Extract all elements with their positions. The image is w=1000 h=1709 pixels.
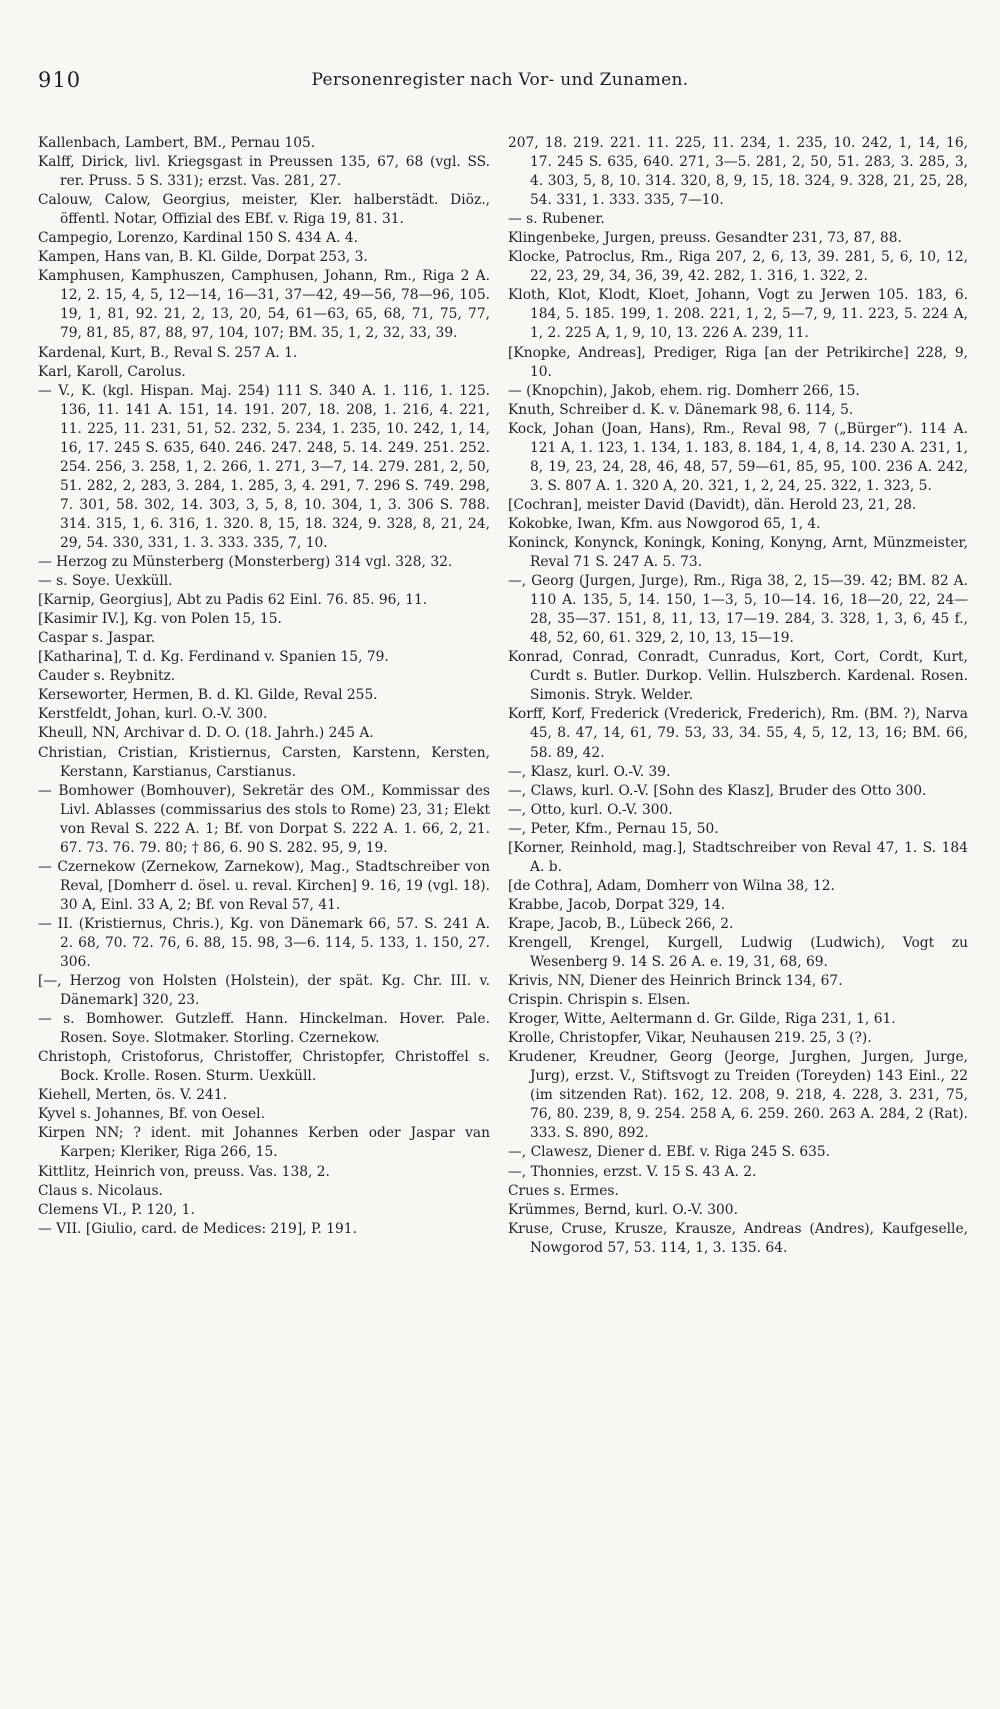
register-entry: Klocke, Patroclus, Rm., Riga 207, 2, 6, 13, 39. 281, 5, 6, 10, 12, 22, 23, 29, 34, 36, 39, 42. 282, 1. 316, 1. 322, 2. bbox=[508, 249, 968, 285]
register-entry: 207, 18. 219. 221. 11. 225, 11. 234, 1. 235, 10. 242, 1, 14, 16, 17. 245 S. 635, 640. 271, 3—5. 281, 2, 50, 51. 283, 3. 285, 3, 4. 303, 5, 8, 10. 314. 320, 8, 9, 15, 18. 324, 9. 328, 21, 25, 28, 54. 331, 1. 333. 335, 7—10. bbox=[508, 135, 968, 209]
register-entry: —, Otto, kurl. O.-V. 300. bbox=[508, 801, 673, 818]
register-entry: Krolle, Christopfer, Vikar, Neuhausen 219. 25, 3 (?). bbox=[508, 1030, 872, 1047]
register-entry: — II. (Kristiernus, Chris.), Kg. von Dänemark 66, 57. S. 241 A. 2. 68, 70. 72. 76, 6. 88, 15. 98, 3—6. 114, 5. 133, 1. 150, 27. 306. bbox=[38, 915, 490, 971]
register-entry: Kerstfeldt, Johan, kurl. O.-V. 300. bbox=[38, 706, 268, 723]
register-entry: —, Klasz, kurl. O.-V. 39. bbox=[508, 763, 671, 780]
register-entry: Krümmes, Bernd, kurl. O.-V. 300. bbox=[508, 1201, 738, 1218]
register-entry: Kyvel s. Johannes, Bf. von Oesel. bbox=[38, 1106, 265, 1123]
register-entry: Kroger, Witte, Aeltermann d. Gr. Gilde, Riga 231, 1, 61. bbox=[508, 1011, 896, 1028]
register-entry: Kerseworter, Hermen, B. d. Kl. Gilde, Reval 255. bbox=[38, 687, 378, 704]
register-entry: Kock, Johan (Joan, Hans), Rm., Reval 98, 7 („Bürger“). 114 A. 121 A, 1. 123, 1. 134, 1. 183, 8. 184, 1, 4, 8, 14. 230 A. 231, 1, 8, 19, 23, 24, 28, 46, 48, 57, 59—61, 85, 95, 100. 236 A. 242, 3. S. 807 A. 1. 320 A, 20. 321, 1, 2, 24, 25. 322, 1. 323, 5. bbox=[508, 420, 968, 494]
running-title: Personenregister nach Vor- und Zunamen. bbox=[311, 70, 689, 90]
register-entry: Kallenbach, Lambert, BM., Pernau 105. bbox=[38, 135, 316, 151]
register-entry: [Korner, Reinhold, mag.], Stadtschreiber von Reval 47, 1. S. 184 A. b. bbox=[508, 839, 968, 875]
register-entry: —, Thonnies, erzst. V. 15 S. 43 A. 2. bbox=[508, 1163, 757, 1180]
register-entry: Christoph, Cristoforus, Christoffer, Christopfer, Christoffel s. Bock. Krolle. Rosen. Sturm. Uexküll. bbox=[38, 1049, 490, 1085]
page-header bbox=[38, 68, 962, 102]
register-entry: [de Cothra], Adam, Domherr von Wilna 38, 12. bbox=[508, 877, 835, 894]
register-entry: —, Georg (Jurgen, Jurge), Rm., Riga 38, 2, 15—39. 42; BM. 82 A. 110 A. 135, 5, 14. 150, 1—3, 5, 10—14. 16, 18—20, 22, 24—28, 35—37. 151, 8, 11, 13, 17—19. 284, 3. 328, 1, 3, 6, 45 f., 48, 52, 60, 61. 329, 2, 10, 13, 15—19. bbox=[508, 573, 968, 647]
register-entry: Karl, Karoll, Carolus. bbox=[38, 363, 186, 380]
register-entry: Krabbe, Jacob, Dorpat 329, 14. bbox=[508, 896, 726, 913]
register-entry: Kiehell, Merten, ös. V. 241. bbox=[38, 1087, 227, 1104]
register-entry: Kheull, NN, Archivar d. D. O. (18. Jahrh.) 245 A. bbox=[38, 725, 374, 742]
register-entry: Crispin. Chrispin s. Elsen. bbox=[508, 992, 691, 1009]
register-entry: — Bomhower (Bomhouver), Sekretär des OM., Kommissar des Livl. Ablasses (commissarius des stols to Rome) 23, 31; Elekt von Reval S. 222 A. 1; Bf. von Dorpat S. 222 A. 1. 66, 2, 21. 67. 73. 76. 79. 80; † 86, 6. 90 S. 282. 95, 9, 19. bbox=[38, 782, 490, 856]
register-entry: [Karnip, Georgius], Abt zu Padis 62 Einl. 76. 85. 96, 11. bbox=[38, 592, 428, 609]
register-entry: — s. Soye. Uexküll. bbox=[38, 573, 173, 590]
register-entry: Campegio, Lorenzo, Kardinal 150 S. 434 A. 4. bbox=[38, 230, 358, 247]
page-number: 910 bbox=[38, 68, 82, 92]
register-entry: — s. Rubener. bbox=[508, 211, 605, 228]
register-entry: [—, Herzog von Holsten (Holstein), der spät. Kg. Chr. III. v. Dänemark] 320, 23. bbox=[38, 973, 490, 1009]
register-entry: Kalff, Dirick, livl. Kriegsgast in Preussen 135, 67, 68 (vgl. SS. rer. Pruss. 5 S. 331); erzst. Vas. 281, 27. bbox=[38, 154, 490, 190]
register-entry: [Katharina], T. d. Kg. Ferdinand v. Spanien 15, 79. bbox=[38, 649, 389, 666]
register-entry: Caspar s. Jaspar. bbox=[38, 630, 156, 647]
register-entry: Krudener, Kreudner, Georg (Jeorge, Jurghen, Jurgen, Jurge, Jurg), erzst. V., Stiftsvogt zu Treiden (Toreyden) 143 Einl., 22 (im sitzenden Rat). 162, 12. 208, 9. 218, 4. 228, 3. 231, 75, 76, 80. 239, 8, 9. 254. 258 A, 6. 259. 260. 263 A. 284, 2 (Rat). 333. S. 890, 892. bbox=[508, 1049, 968, 1142]
register-entry: — Herzog zu Münsterberg (Monsterberg) 314 vgl. 328, 32. bbox=[38, 554, 453, 571]
register-entry: —, Clawesz, Diener d. EBf. v. Riga 245 S. 635. bbox=[508, 1144, 831, 1161]
register-entry: Kirpen NN; ? ident. mit Johannes Kerben oder Jaspar van Karpen; Kleriker, Riga 266, 15. bbox=[38, 1125, 490, 1161]
register-entry: [Knopke, Andreas], Prediger, Riga [an der Petrikirche] 228, 9, 10. bbox=[508, 344, 968, 380]
register-entry: Clemens VI., P. 120, 1. bbox=[38, 1201, 195, 1218]
register-entry: —, Peter, Kfm., Pernau 15, 50. bbox=[508, 820, 719, 837]
right-column bbox=[508, 134, 968, 1258]
register-entry: Koninck, Konynck, Koningk, Koning, Konyng, Arnt, Münzmeister, Reval 71 S. 247 A. 5. 73. bbox=[508, 534, 968, 571]
register-entry: Crues s. Ermes. bbox=[508, 1182, 619, 1199]
register-entry: Krengell, Krengel, Kurgell, Ludwig (Ludwich), Vogt zu Wesenberg 9. 14 S. 26 A. e. 19, 31, 68, 69. bbox=[508, 934, 968, 971]
register-entry: — (Knopchin), Jakob, ehem. rig. Domherr 266, 15. bbox=[508, 382, 860, 399]
register-entry: — s. Bomhower. Gutzleff. Hann. Hinckelman. Hover. Pale. Rosen. Soye. Slotmaker. Storling. Czernekow. bbox=[38, 1011, 490, 1047]
register-entry: Konrad, Conrad, Conradt, Cunradus, Kort, Cort, Cordt, Kurt, Curdt s. Butler. Durkop. Vellin. Hulszberch. Kardenal. Rosen. Simonis. Stryk. Welder. bbox=[508, 649, 968, 704]
register-entry: — V., K. (kgl. Hispan. Maj. 254) 111 S. 340 A. 1. 116, 1. 125. 136, 11. 141 A. 151, 14. 191. 207, 18. 208, 1. 216, 4. 221, 11. 225, 11. 231, 51, 52. 232, 5. 234, 1. 235, 10. 242, 1, 14, 16, 17. 245 S. 635, 640. 246. 247. 248, 5. 14. 249. 251. 252. 254. 256, 3. 258, 1, 2. 266, 1. 271, 3—7, 14. 279. 281, 2, 50, 51. 282, 2, 283, 3. 284, 1. 285, 3, 4. 291, 7. 296 S. 749. 298, 7. 301, 58. 302, 14. 303, 3, 5, 8, 10. 304, 1, 3. 306 S. 788. 314. 315, 1, 6. 316, 1. 320. 8, 15, 18. 324, 9. 328, 8, 21, 24, 29, 54. 330, 331, 1. 3. 333. 335, 7, 10. bbox=[38, 382, 490, 551]
register-entry: Cauder s. Reybnitz. bbox=[38, 668, 176, 685]
register-entry: —, Claws, kurl. O.-V. [Sohn des Klasz], Bruder des Otto 300. bbox=[508, 782, 927, 799]
register-entry: Krivis, NN, Diener des Heinrich Brinck 134, 67. bbox=[508, 973, 843, 990]
register-entry: Kruse, Cruse, Krusze, Krausze, Andreas (Andres), Kaufgeselle, Nowgorod 57, 53. 114, 1, 3. 135. 64. bbox=[508, 1220, 968, 1256]
register-entry: Calouw, Calow, Georgius, meister, Kler. halberstädt. Diöz., öffentl. Notar, Offizial des EBf. v. Riga 19, 81. 31. bbox=[38, 192, 490, 228]
register-entry: Klingenbeke, Jurgen, preuss. Gesandter 231, 73, 87, 88. bbox=[508, 230, 902, 247]
register-entry: Claus s. Nicolaus. bbox=[38, 1182, 163, 1199]
register-entry: [Kasimir IV.], Kg. von Polen 15, 15. bbox=[38, 611, 282, 628]
register-entry: Kardenal, Kurt, B., Reval S. 257 A. 1. bbox=[38, 344, 298, 361]
register-entry: Kamphusen, Kamphuszen, Camphusen, Johann, Rm., Riga 2 A. 12, 2. 15, 4, 5, 12—14, 16—31, 37—42, 49—56, 78—96, 105. 19, 1, 81, 92. 21, 2, 13, 20, 54, 61—63, 65, 68, 71, 75, 77, 79, 81, 85, 87, 88, 97, 104, 107; BM. 35, 1, 2, 32, 33, 39. bbox=[38, 268, 490, 342]
register-entry: [Cochran], meister David (Davidt), dän. Herold 23, 21, 28. bbox=[508, 496, 917, 513]
register-entry: Christian, Cristian, Kristiernus, Carsten, Karstenn, Kersten, Kerstann, Karstianus, Carstianus. bbox=[38, 744, 490, 780]
register-entry: — Czernekow (Zernekow, Zarnekow), Mag., Stadtschreiber von Reval, [Domherr d. ösel. u. reval. Kirchen] 9. 16, 19 (vgl. 18). 30 A, Einl. 33 A, 2; Bf. von Reval 57, 41. bbox=[38, 858, 490, 913]
register-entry: Korff, Korf, Frederick (Vrederick, Frederich), Rm. (BM. ?), Narva 45, 8. 47, 14, 61, 79. 53, 33, 34. 55, 4, 5, 12, 13, 16; BM. 66, 58. 89, 42. bbox=[508, 706, 968, 761]
register-entry: Kloth, Klot, Klodt, Kloet, Johann, Vogt zu Jerwen 105. 183, 6. 184, 5. 185. 199, 1. 208. 221, 1, 2, 5—7, 9, 11. 223, 5. 224 A, 1, 2. 225 A, 1, 9, 10, 13. 226 A. 239, 11. bbox=[508, 287, 968, 342]
register-entry: Kittlitz, Heinrich von, preuss. Vas. 138, 2. bbox=[38, 1163, 330, 1180]
register-entry: Krape, Jacob, B., Lübeck 266, 2. bbox=[508, 915, 734, 932]
left-column bbox=[38, 134, 490, 1239]
register-entry: — VII. [Giulio, card. de Medices: 219], P. 191. bbox=[38, 1220, 357, 1237]
register-entry: Kampen, Hans van, B. Kl. Gilde, Dorpat 253, 3. bbox=[38, 249, 368, 266]
register-entry: Kokobke, Iwan, Kfm. aus Nowgorod 65, 1, 4. bbox=[508, 515, 821, 532]
register-entry: Knuth, Schreiber d. K. v. Dänemark 98, 6. 114, 5. bbox=[508, 401, 854, 418]
